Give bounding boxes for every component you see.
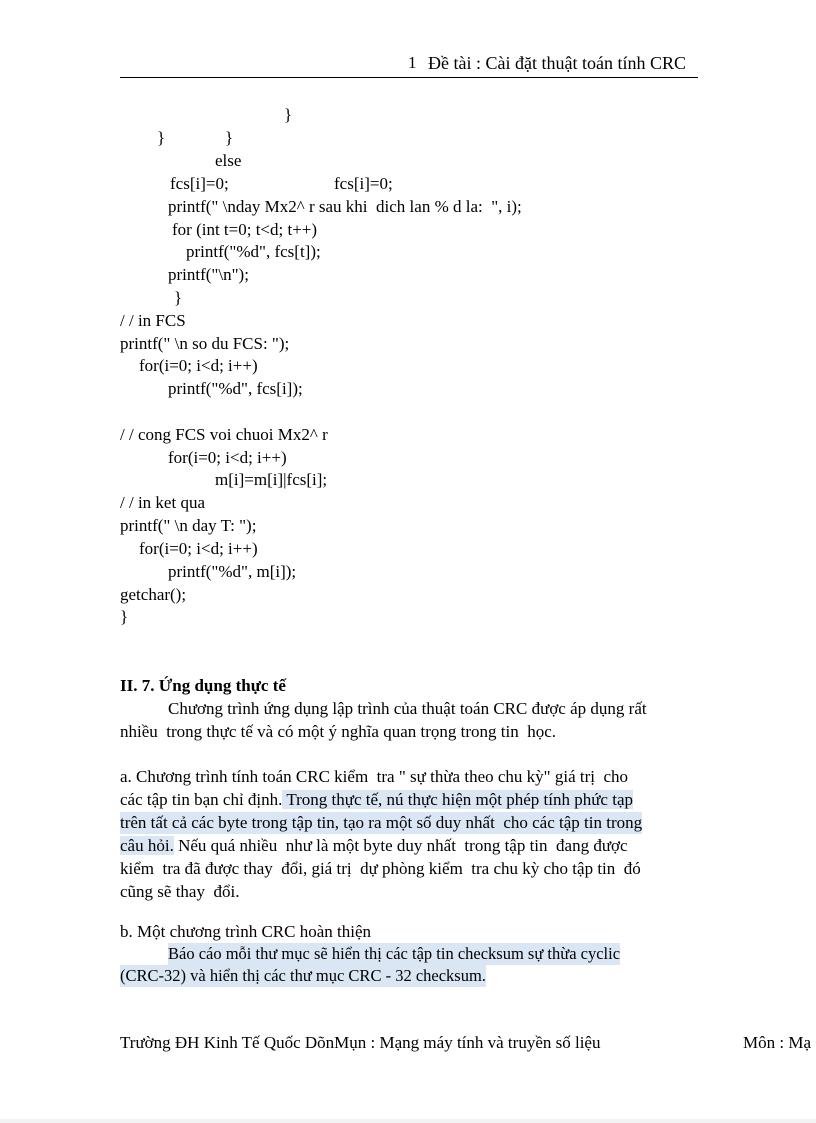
code-line: }	[174, 288, 183, 307]
para-b-highlight: (CRC-32) và hiển thị các thư mục CRC - 32 checksum.	[120, 966, 486, 985]
code-line: fcs[i]=0;	[334, 174, 393, 193]
code-line: }	[225, 128, 234, 147]
code-line: printf("%d", fcs[t]);	[186, 242, 321, 261]
code-line: printf("%d", m[i]);	[168, 562, 297, 581]
code-line: printf(" \nday Mx2^ r sau khi dich lan % d la: ", i);	[168, 197, 522, 216]
code-line: for(i=0; i<d; i++)	[168, 448, 287, 467]
code-line: / / in FCS	[120, 311, 186, 330]
footer-right: Môn : Mạ	[743, 1033, 811, 1052]
para-a-text: các tập tin bạn chỉ định.	[120, 790, 283, 809]
code-line: }	[284, 105, 293, 124]
code-line: printf("\n");	[168, 265, 249, 284]
page-bottom-edge	[0, 1119, 816, 1123]
para-a-line	[120, 835, 628, 857]
code-line: else	[215, 151, 242, 170]
para-b-title: b. Một chương trình CRC hoàn thiện	[120, 922, 371, 941]
para-a-line: a. Chương trình tính toán CRC kiểm tra " sự thừa theo chu kỳ" giá trị cho	[120, 767, 629, 786]
para-a-highlight: trên tất cả các byte trong tập tin, tạo ra một số duy nhất cho các tập tin trong	[120, 813, 643, 832]
code-line: for(i=0; i<d; i++)	[139, 356, 258, 375]
para-b-highlight: Báo cáo mỗi thư mục sẽ hiển thị các tập tin checksum sự thừa cyclic	[168, 944, 621, 963]
para-a-highlight: Trong thực tế, nú thực hiện một phép tính phức tạp	[282, 790, 633, 809]
code-line: printf("%d", fcs[i]);	[168, 379, 303, 398]
code-line: m[i]=m[i]|fcs[i];	[215, 470, 328, 489]
footer-left: Trường ĐH Kinh Tế Quốc DõnMụn : Mạng máy tính và truyền số liệu	[120, 1033, 601, 1052]
para-a-highlight: câu hỏi.	[120, 836, 174, 855]
code-line: for (int t=0; t<d; t++)	[172, 220, 318, 239]
code-line: printf(" \n so du FCS: ");	[120, 334, 290, 353]
code-line: }	[157, 128, 166, 147]
intro-line: Chương trình ứng dụng lập trình của thuật toán CRC được áp dụng rất	[168, 699, 647, 718]
code-line: / / in ket qua	[120, 493, 205, 512]
header-divider	[120, 77, 698, 78]
code-line: for(i=0; i<d; i++)	[139, 539, 258, 558]
code-line: / / cong FCS voi chuoi Mx2^ r	[120, 425, 328, 444]
code-line: getchar();	[120, 585, 187, 604]
code-line: }	[120, 607, 129, 626]
para-a-line	[120, 789, 633, 811]
page-header-title: Đề tài : Cài đặt thuật toán tính CRC	[428, 53, 686, 73]
code-line: fcs[i]=0;	[170, 174, 229, 193]
page-number: 1	[408, 53, 417, 72]
para-a-text: Nếu quá nhiều như là một byte duy nhất trong tập tin đang được	[173, 836, 628, 855]
para-a-line: cũng sẽ thay đổi.	[120, 882, 240, 901]
para-a-line: kiểm tra đã được thay đổi, giá trị dự phòng kiểm tra chu kỳ cho tập tin đó	[120, 859, 641, 878]
intro-line: nhiều trong thực tế và có một ý nghĩa quan trọng trong tin học.	[120, 722, 557, 741]
section-heading: II. 7. Ứng dụng thực tế	[120, 676, 286, 695]
code-line: printf(" \n day T: ");	[120, 516, 257, 535]
